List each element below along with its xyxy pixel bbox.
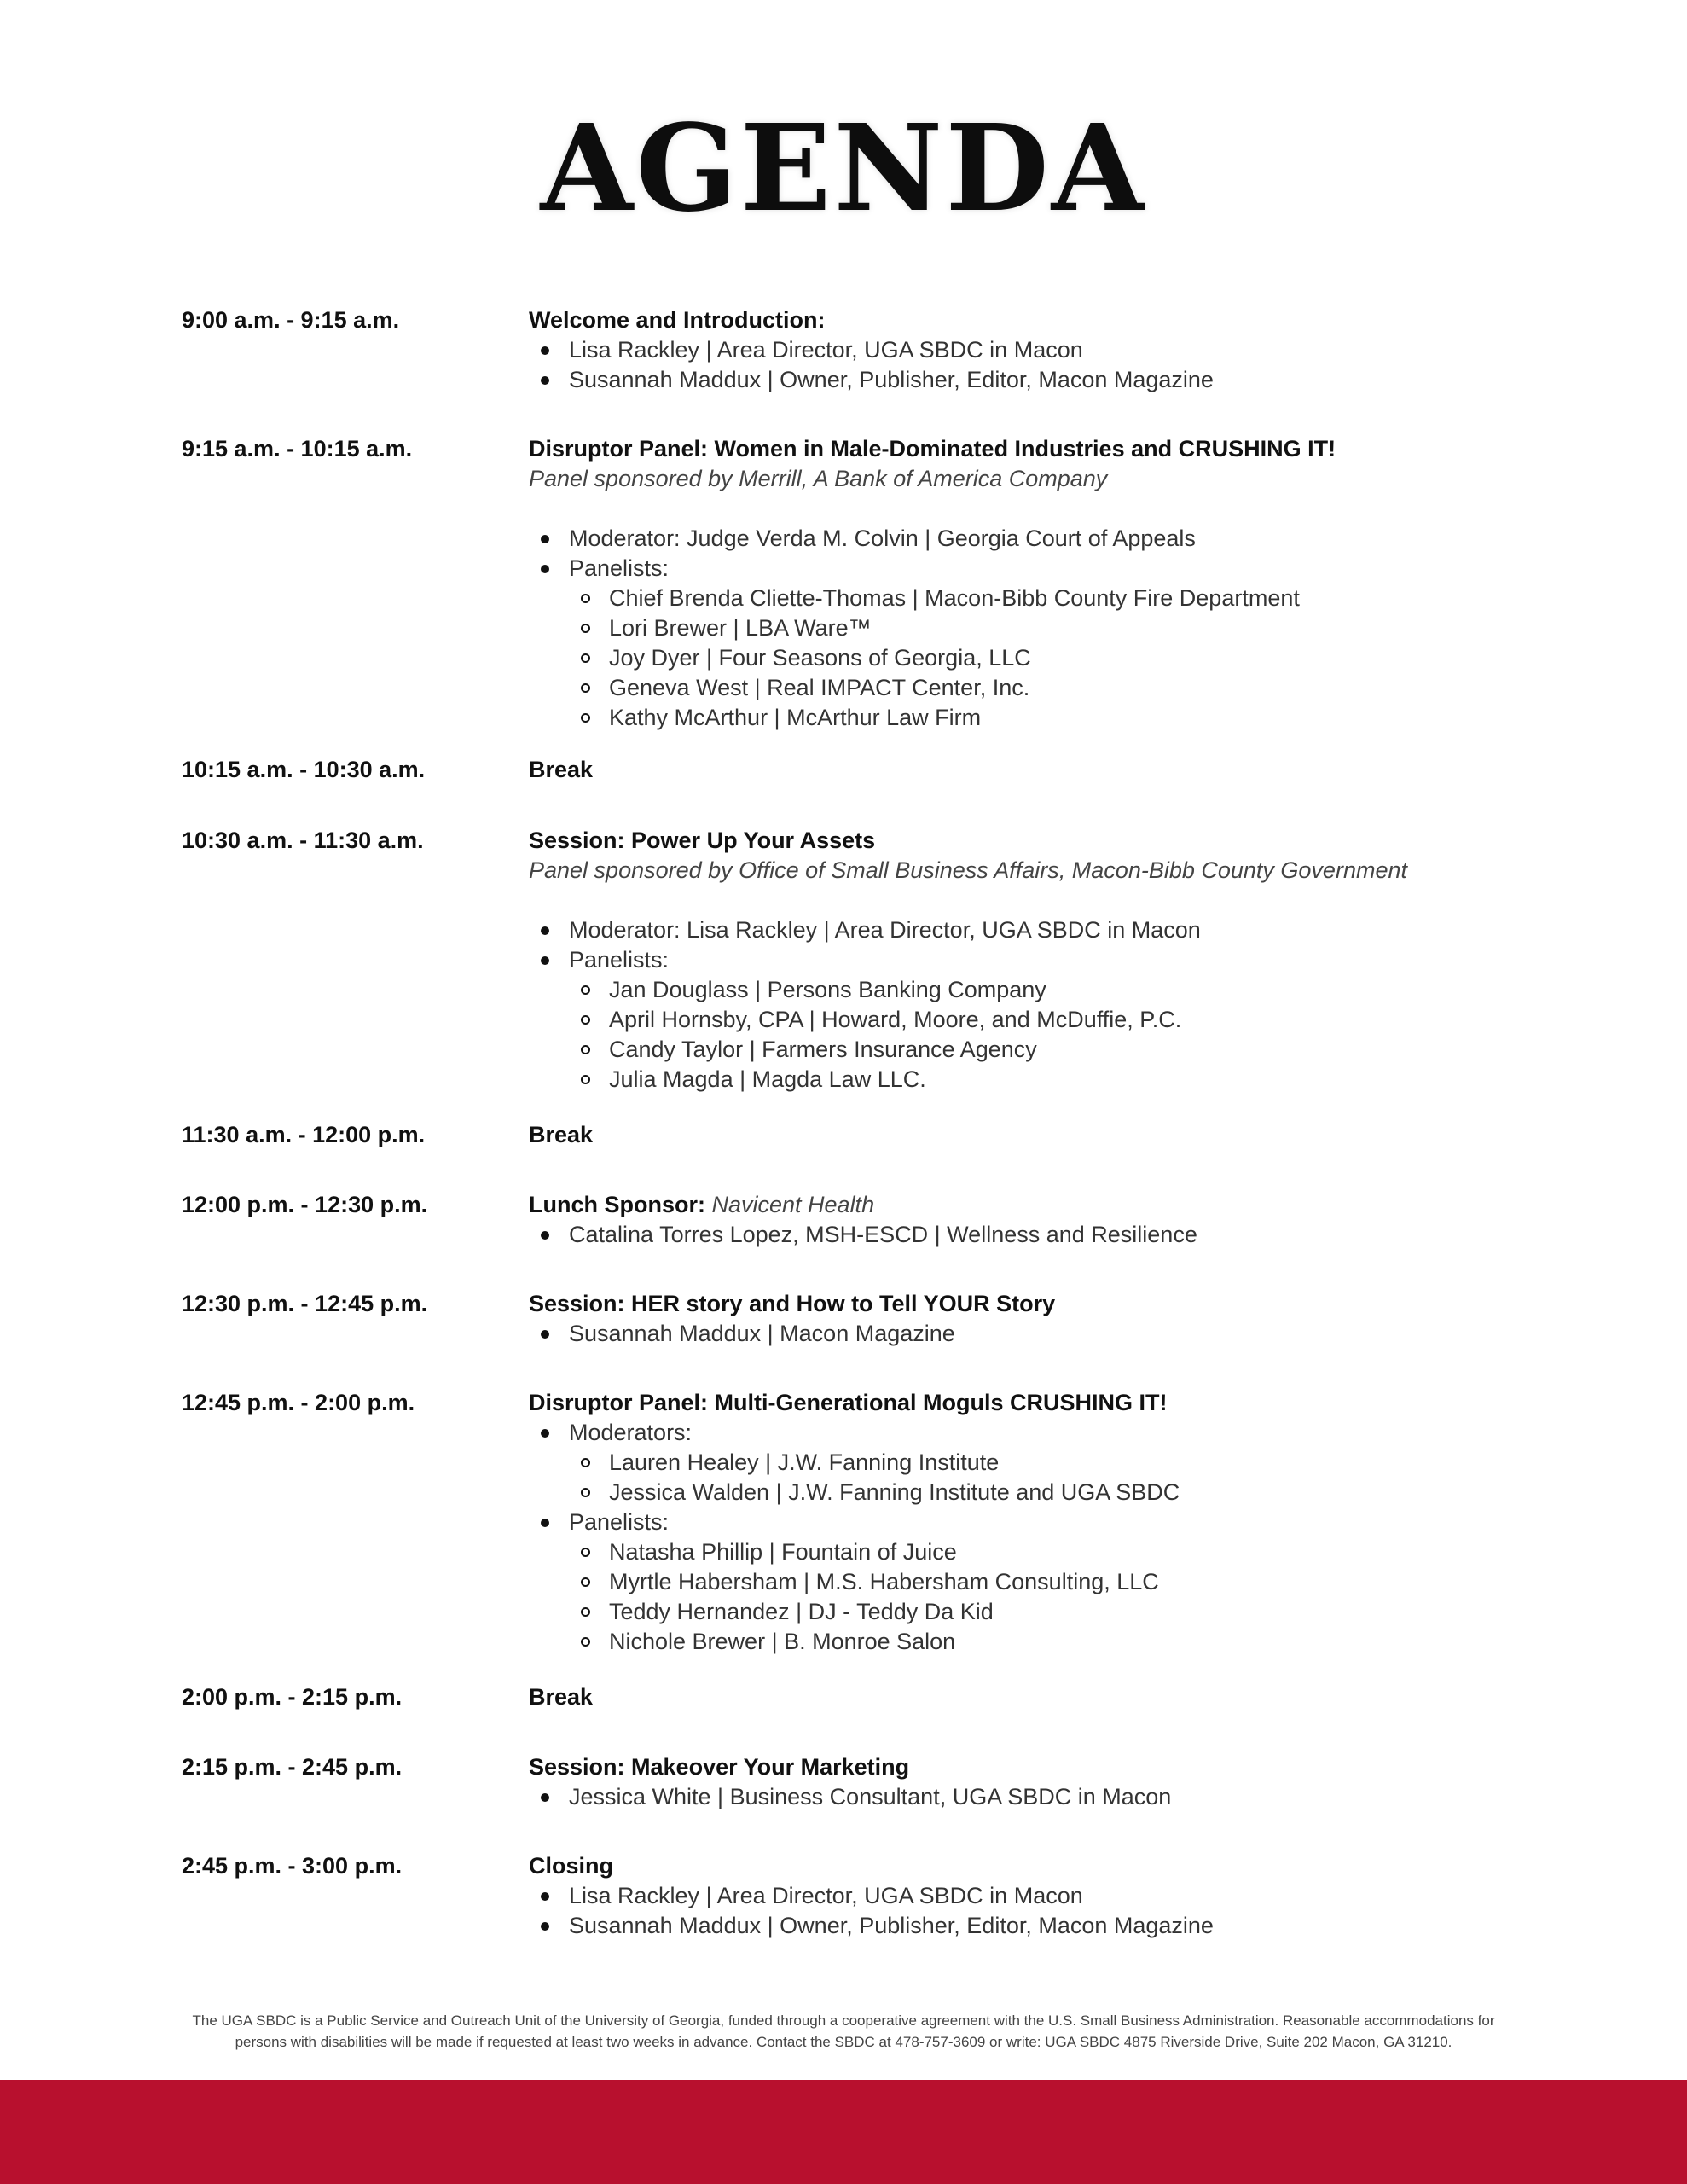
- agenda-content: [529, 1289, 1663, 1349]
- panelist-item: Lori Brewer | LBA Ware™: [569, 613, 1663, 643]
- agenda-item: [0, 1851, 1687, 1941]
- panelists-label: Panelists:: [569, 555, 670, 581]
- panelist-list: [569, 1537, 1663, 1657]
- agenda-time: 9:15 a.m. - 10:15 a.m.: [182, 436, 413, 462]
- agenda-time: 10:15 a.m. - 10:30 a.m.: [182, 757, 426, 782]
- agenda-time: 12:45 p.m. - 2:00 p.m.: [182, 1390, 415, 1415]
- moderators-label: Moderators:: [569, 1420, 693, 1445]
- panelists-item: [529, 554, 1663, 733]
- speaker-list: [529, 524, 1663, 733]
- panelist-list: [569, 975, 1663, 1095]
- agenda-heading: Closing: [529, 1853, 613, 1879]
- speaker-item: Jessica White | Business Consultant, UGA SBDC in Macon: [529, 1782, 1663, 1812]
- agenda-content: [529, 434, 1663, 733]
- agenda-item: [0, 305, 1687, 395]
- panelist-item: Nichole Brewer | B. Monroe Salon: [569, 1627, 1663, 1657]
- footer-line: persons with disabilities will be made if requested at least two weeks in advance. Contact the SBDC at 478-757-3609 or write: UGA SBDC 4875 Riverside Drive, Suite 202 Macon, GA 31210.: [235, 2034, 1452, 2050]
- panel-sponsor: Panel sponsored by Office of Small Business Affairs, Macon-Bibb County Government: [529, 857, 1407, 883]
- moderator-item: Moderator: Judge Verda M. Colvin | Georgia Court of Appeals: [529, 524, 1663, 554]
- moderators-item: [529, 1418, 1663, 1507]
- agenda-time: 11:30 a.m. - 12:00 p.m.: [182, 1122, 426, 1147]
- agenda-item: [0, 1388, 1687, 1657]
- speaker-list: [529, 335, 1663, 395]
- moderator-item: Moderator: Lisa Rackley | Area Director, UGA SBDC in Macon: [529, 915, 1663, 945]
- panelists-label: Panelists:: [569, 947, 670, 973]
- agenda-item: [0, 1289, 1687, 1349]
- footer-accent-bar: [0, 2080, 1687, 2184]
- panelist-item: Geneva West | Real IMPACT Center, Inc.: [569, 673, 1663, 703]
- agenda-content: [529, 1752, 1663, 1812]
- agenda-time: 10:30 a.m. - 11:30 a.m.: [182, 828, 424, 853]
- agenda-item: [0, 1120, 1687, 1150]
- panelists-label: Panelists:: [569, 1509, 670, 1535]
- speaker-list: [529, 1881, 1663, 1941]
- agenda-heading: Break: [529, 1684, 594, 1710]
- agenda-content: [529, 305, 1663, 395]
- agenda-content: [529, 755, 1663, 785]
- panelist-list: [569, 584, 1663, 733]
- panelist-item: Natasha Phillip | Fountain of Juice: [569, 1537, 1663, 1567]
- agenda-list: [0, 305, 1687, 1980]
- agenda-item: [0, 826, 1687, 1095]
- panelist-item: Kathy McArthur | McArthur Law Firm: [569, 703, 1663, 733]
- speaker-list: [529, 1782, 1663, 1812]
- agenda-heading: [529, 1190, 1663, 1220]
- speaker-item: Susannah Maddux | Owner, Publisher, Editor, Macon Magazine: [529, 365, 1663, 395]
- agenda-item: [0, 755, 1687, 785]
- lunch-sponsor-label: Lunch Sponsor:: [529, 1192, 712, 1217]
- agenda-content: [529, 1120, 1663, 1150]
- panelists-item: [529, 1507, 1663, 1657]
- speaker-item: Susannah Maddux | Owner, Publisher, Editor, Macon Magazine: [529, 1911, 1663, 1941]
- panelist-item: Chief Brenda Cliette-Thomas | Macon-Bibb County Fire Department: [569, 584, 1663, 613]
- moderator-item: Lauren Healey | J.W. Fanning Institute: [569, 1448, 1663, 1478]
- agenda-heading: Welcome and Introduction:: [529, 307, 826, 333]
- agenda-item: [0, 1752, 1687, 1812]
- speaker-list: [529, 915, 1663, 1095]
- panelist-item: Candy Taylor | Farmers Insurance Agency: [569, 1035, 1663, 1065]
- agenda-item: [0, 1190, 1687, 1250]
- panelist-item: Jan Douglass | Persons Banking Company: [569, 975, 1663, 1005]
- agenda-heading: Session: Makeover Your Marketing: [529, 1754, 910, 1780]
- agenda-heading: Disruptor Panel: Women in Male-Dominated Industries and CRUSHING IT!: [529, 436, 1336, 462]
- agenda-time: 2:00 p.m. - 2:15 p.m.: [182, 1684, 403, 1710]
- panelist-item: Teddy Hernandez | DJ - Teddy Da Kid: [569, 1597, 1663, 1627]
- panelist-item: Myrtle Habersham | M.S. Habersham Consulting, LLC: [569, 1567, 1663, 1597]
- speaker-list: [529, 1220, 1663, 1250]
- agenda-heading: Break: [529, 757, 594, 782]
- panelist-item: Joy Dyer | Four Seasons of Georgia, LLC: [569, 643, 1663, 673]
- agenda-time: 12:00 p.m. - 12:30 p.m.: [182, 1192, 428, 1217]
- agenda-content: [529, 1682, 1663, 1712]
- panel-sponsor: Panel sponsored by Merrill, A Bank of America Company: [529, 466, 1108, 491]
- page-title: AGENDA: [540, 99, 1147, 239]
- agenda-content: [529, 1190, 1663, 1250]
- speaker-item: Catalina Torres Lopez, MSH-ESCD | Wellness and Resilience: [529, 1220, 1663, 1250]
- panelist-item: Julia Magda | Magda Law LLC.: [569, 1065, 1663, 1095]
- agenda-heading: Session: HER story and How to Tell YOUR Story: [529, 1291, 1056, 1316]
- agenda-item: [0, 434, 1687, 733]
- speaker-item: Lisa Rackley | Area Director, UGA SBDC in Macon: [529, 1881, 1663, 1911]
- panelists-item: [529, 945, 1663, 1095]
- agenda-content: [529, 826, 1663, 1095]
- footer-disclaimer: [85, 2010, 1602, 2053]
- speaker-item: Lisa Rackley | Area Director, UGA SBDC in Macon: [529, 335, 1663, 365]
- agenda-time: 12:30 p.m. - 12:45 p.m.: [182, 1291, 428, 1316]
- agenda-time: 2:15 p.m. - 2:45 p.m.: [182, 1754, 403, 1780]
- speaker-list: [529, 1319, 1663, 1349]
- lunch-sponsor-name: Navicent Health: [711, 1192, 875, 1217]
- panelist-item: April Hornsby, CPA | Howard, Moore, and McDuffie, P.C.: [569, 1005, 1663, 1035]
- speaker-list: [529, 1418, 1663, 1657]
- agenda-content: [529, 1388, 1663, 1657]
- agenda-content: [529, 1851, 1663, 1941]
- speaker-item: Susannah Maddux | Macon Magazine: [529, 1319, 1663, 1349]
- moderator-item: Jessica Walden | J.W. Fanning Institute and UGA SBDC: [569, 1478, 1663, 1507]
- footer-line: The UGA SBDC is a Public Service and Outreach Unit of the University of Georgia, funded through a cooperative agreement with the U.S. Small Business Administration. Reasonable accommodations for: [192, 2013, 1495, 2029]
- agenda-heading: Break: [529, 1122, 594, 1147]
- moderator-list: [569, 1448, 1663, 1507]
- agenda-heading: Session: Power Up Your Assets: [529, 828, 876, 853]
- agenda-time: 9:00 a.m. - 9:15 a.m.: [182, 307, 400, 333]
- agenda-heading: Disruptor Panel: Multi-Generational Moguls CRUSHING IT!: [529, 1390, 1168, 1415]
- agenda-item: [0, 1682, 1687, 1712]
- agenda-time: 2:45 p.m. - 3:00 p.m.: [182, 1853, 403, 1879]
